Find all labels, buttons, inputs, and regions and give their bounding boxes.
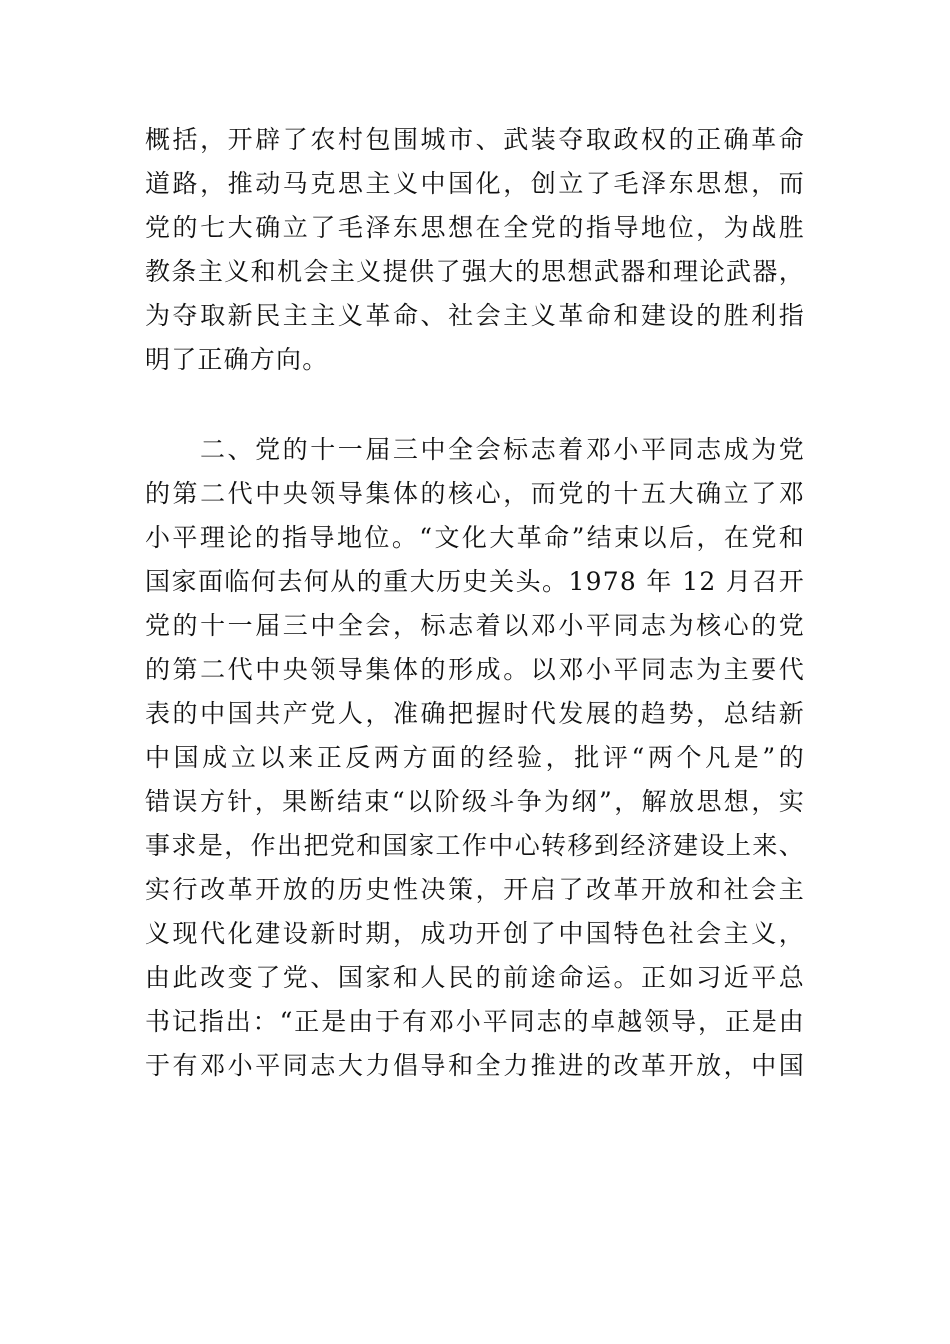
paragraph-2-line: 义现代化建设新时期，成功开创了中国特色社会主义， (145, 919, 805, 948)
paragraph-2-line: 国家面临何去何从的重大历史关头。1978 年 12 月召开 (145, 567, 805, 596)
paragraph-2-line: 事求是，作出把党和国家工作中心转移到经济建设上来、 (145, 831, 805, 860)
paragraph-1-line: 明了正确方向。 (145, 345, 329, 374)
paragraph-2-line: 实行改革开放的历史性决策，开启了改革开放和社会主 (145, 875, 805, 904)
paragraph-2 (145, 428, 805, 1088)
paragraph-2-line: 由此改变了党、国家和人民的前途命运。正如习近平总 (145, 963, 805, 992)
paragraph-2-line: 于有邓小平同志大力倡导和全力推进的改革开放，中国 (145, 1051, 805, 1080)
paragraph-1-line: 道路，推动马克思主义中国化，创立了毛泽东思想，而 (145, 169, 805, 198)
paragraph-2-line: 书记指出：“正是由于有邓小平同志的卓越领导，正是由 (145, 1007, 805, 1036)
paragraph-2-line: 党的十一届三中全会，标志着以邓小平同志为核心的党 (145, 611, 805, 640)
paragraph-2-line: 中国成立以来正反两方面的经验，批评“两个凡是”的 (145, 743, 805, 772)
paragraph-1-line: 为夺取新民主主义革命、社会主义革命和建设的胜利指 (145, 301, 805, 330)
paragraph-2-line: 的第二代中央领导集体的核心，而党的十五大确立了邓 (145, 479, 805, 508)
paragraph-2-line: 表的中国共产党人，准确把握时代发展的趋势，总结新 (145, 699, 805, 728)
paragraph-1-line: 教条主义和机会主义提供了强大的思想武器和理论武器， (145, 257, 805, 286)
paragraph-2-line: 二、党的十一届三中全会标志着邓小平同志成为党 (200, 435, 805, 464)
paragraph-1-line: 概括，开辟了农村包围城市、武装夺取政权的正确革命 (145, 125, 805, 154)
paragraph-2-line: 错误方针，果断结束“以阶级斗争为纲”，解放思想，实 (145, 787, 805, 816)
paragraph-1-line: 党的七大确立了毛泽东思想在全党的指导地位，为战胜 (145, 213, 805, 242)
paragraph-2-line: 小平理论的指导地位。“文化大革命”结束以后，在党和 (145, 523, 805, 552)
paragraph-1 (145, 118, 805, 382)
paragraph-2-line: 的第二代中央领导集体的形成。以邓小平同志为主要代 (145, 655, 805, 684)
